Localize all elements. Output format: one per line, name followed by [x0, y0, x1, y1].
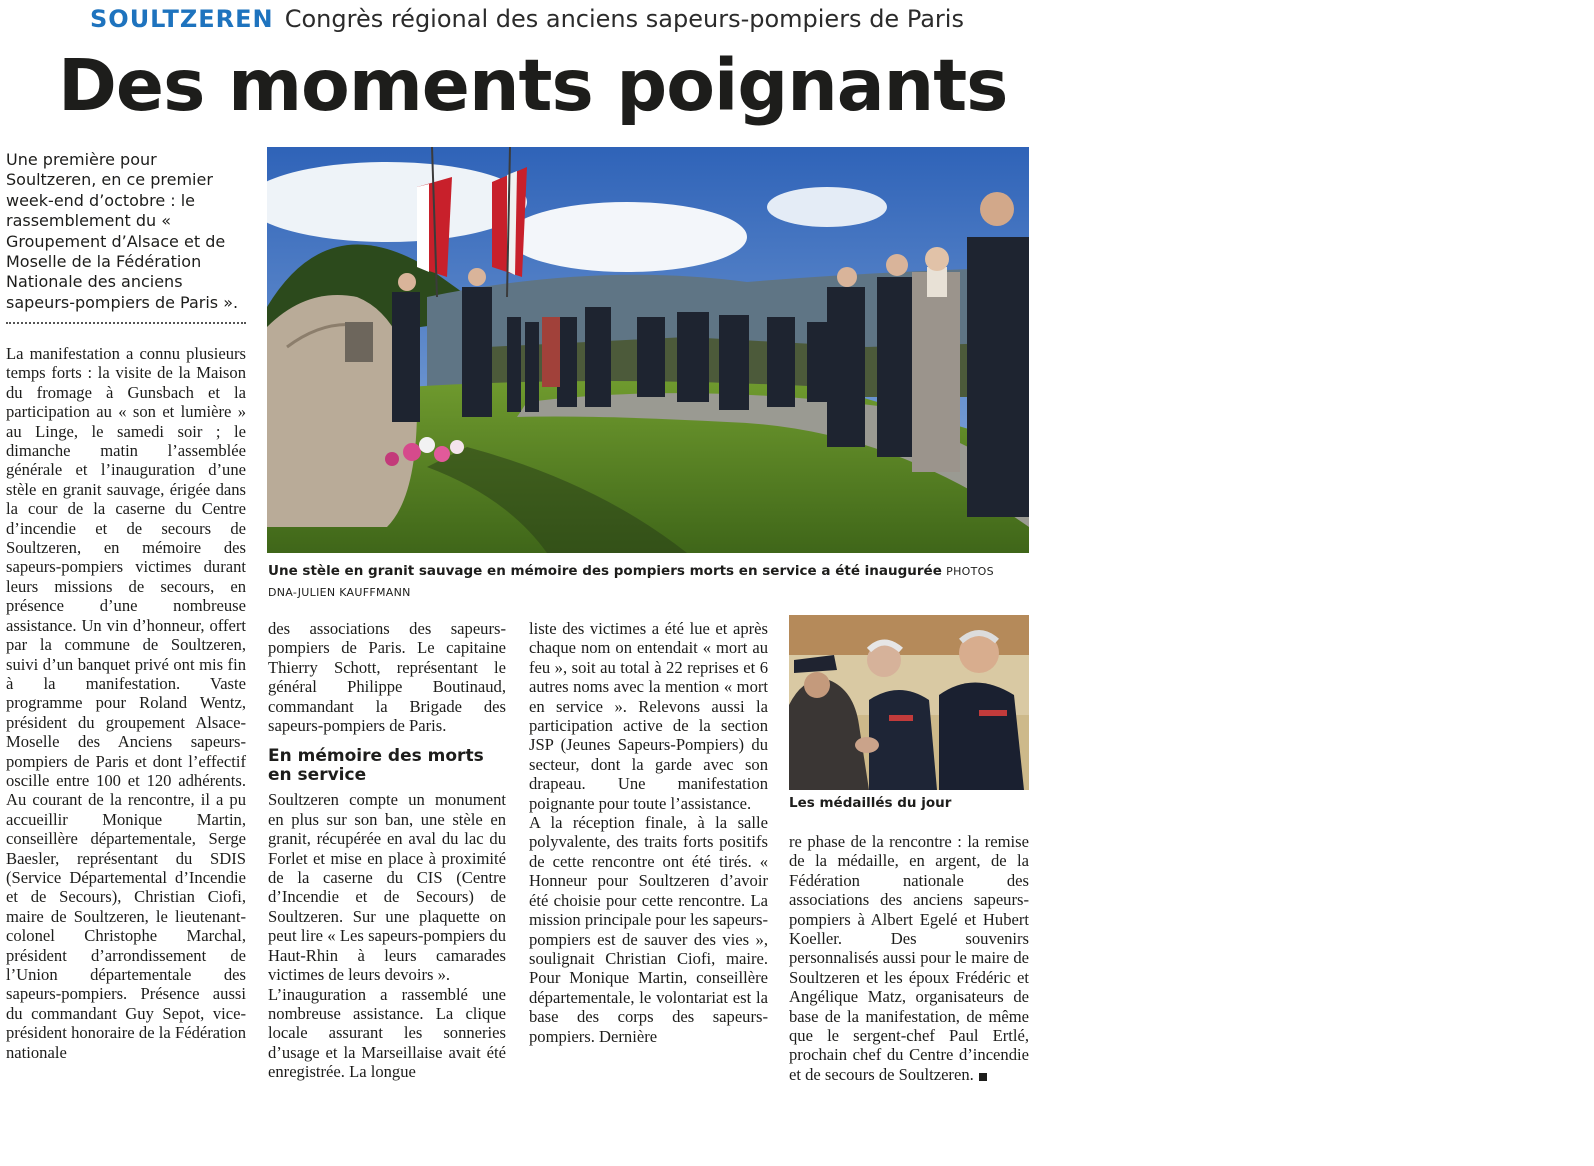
headline: Des moments poignants: [58, 44, 1008, 127]
article-column-3: [529, 619, 768, 1046]
article-paragraph: La manifestation a connu plusieurs temps forts : la visite de la Maison du fromage à Gunsbach et la participation au « son et lumière » au Linge, le samedi soir ; le dimanche matin l’assemblée générale et l’inauguration d’une stèle en granit sauvage, érigée dans la cour de la caserne du Centre d’incendie et de secours de Soultzeren, en mémoire des sapeurs-pompiers victimes durant leurs missions de secours, en présence d’une nombreuse assistance. Un vin d’honneur, offert par la commune de Soultzeren, suivi d’un banquet privé ont mis fin à la manifestation. Vaste programme pour Roland Wentz, président du groupement Alsace-Moselle des Anciens sapeurs-pompiers de Paris et dont l’effectif oscille entre 100 et 120 adhérents. Au courant de la rencontre, il a pu accueillir Monique Martin, conseillère départementale, Serge Baesler, représentant du SDIS (Service Départemental d’Incendie et de Secours), Christian Ciofi, maire de Soultzeren, le lieutenant-colonel Christophe Marchal, président d’arrondissement de l’Union départementale des sapeurs-pompiers. Présence aussi du commandant Guy Sepot, vice-président honoraire de la Fédération nationale: [6, 344, 246, 1062]
article-paragraph: [789, 832, 1029, 1084]
article-paragraph: A la réception finale, à la salle polyvalente, des traits forts positifs de cette rencontre ont été tirés. « Honneur pour Soultzeren d’avoir été choisie pour cette rencontre. La mission principale pour les sapeurs-pompiers est de sauver des vies », soulignait Christian Ciofi, maire. Pour Monique Martin, conseillère départementale, le volontariat est la base des corps des sapeurs-pompiers. Dernière: [529, 813, 768, 1046]
article-column-4: [789, 832, 1029, 1084]
main-photo-image: [267, 147, 1029, 553]
dotted-separator: [6, 322, 246, 324]
small-photo-image: [789, 615, 1029, 790]
article-paragraph: des associations des sapeurs-pompiers de Paris. Le capitaine Thierry Schott, représentant le général Philippe Boutinaud, commandant la Brigade des sapeurs-pompiers de Paris.: [268, 619, 506, 736]
kicker: [90, 5, 964, 33]
small-photo: [789, 615, 1029, 790]
article-column-2: [268, 619, 506, 1082]
caption-text: Une stèle en granit sauvage en mémoire des pompiers morts en service a été inaugurée: [268, 563, 942, 579]
article-subhead: En mémoire des morts en service: [268, 746, 484, 786]
main-photo-caption: [268, 561, 1028, 603]
end-of-article-mark: [979, 1073, 987, 1081]
article-paragraph: Soultzeren compte un monument en plus sur son ban, une stèle en granit, récupérée en aval du lac du Forlet et mise en place à proximité de la caserne du CIS (Centre d’Incendie et de Secours) de Soultzeren. Sur une plaquette on peut lire « Les sapeurs-pompiers du Haut-Rhin à leurs camarades victimes de leurs devoirs ».: [268, 790, 506, 985]
article-column-1: [6, 344, 246, 1062]
article-paragraph: liste des victimes a été lue et après chaque nom on entendait « mort au feu », soit au total à 22 reprises et 6 autres noms avec la mention « mort en service ». Relevons aussi la participation active de la section JSP (Jeunes Sapeurs-Pompiers) du secteur, dont la garde avec son drapeau. Une manifestation poignante pour toute l’assistance.: [529, 619, 768, 813]
kicker-topic: Congrès régional des anciens sapeurs-pompiers de Paris: [284, 5, 964, 33]
chapo-lead: Une première pour Soultzeren, en ce premier week-end d’octobre : le rassemblement du « Groupement d’Alsace et de Moselle de la Fédération Nationale des anciens sapeurs-pompiers de Paris ».: [6, 150, 239, 312]
main-photo: [267, 147, 1029, 553]
small-caption-text: Les médaillés du jour: [789, 795, 952, 811]
small-photo-caption: [789, 794, 1029, 812]
caption-credit: PHOTOS: [946, 565, 994, 578]
article-paragraph-text: re phase de la rencontre : la remise de la médaille, en argent, de la Fédération nationale des associations des anciens sapeurs-pompiers à Albert Egelé et Hubert Koeller. Des souvenirs personnalisés aussi pour le maire de Soultzeren et les époux Frédéric et Angélique Matz, organisateurs de base de la manifestation, de même que le sergent-chef Paul Ertlé, prochain chef du Centre d’incendie et de secours de Soultzeren.: [789, 832, 1029, 1084]
kicker-place: SOULTZEREN: [90, 5, 274, 33]
caption-credit-name: DNA-JULIEN KAUFFMANN: [268, 586, 411, 599]
article-paragraph: L’inauguration a rassemblé une nombreuse assistance. La clique locale assurant les sonneries d’usage et la Marseillaise avait été enregistrée. La longue: [268, 984, 506, 1082]
